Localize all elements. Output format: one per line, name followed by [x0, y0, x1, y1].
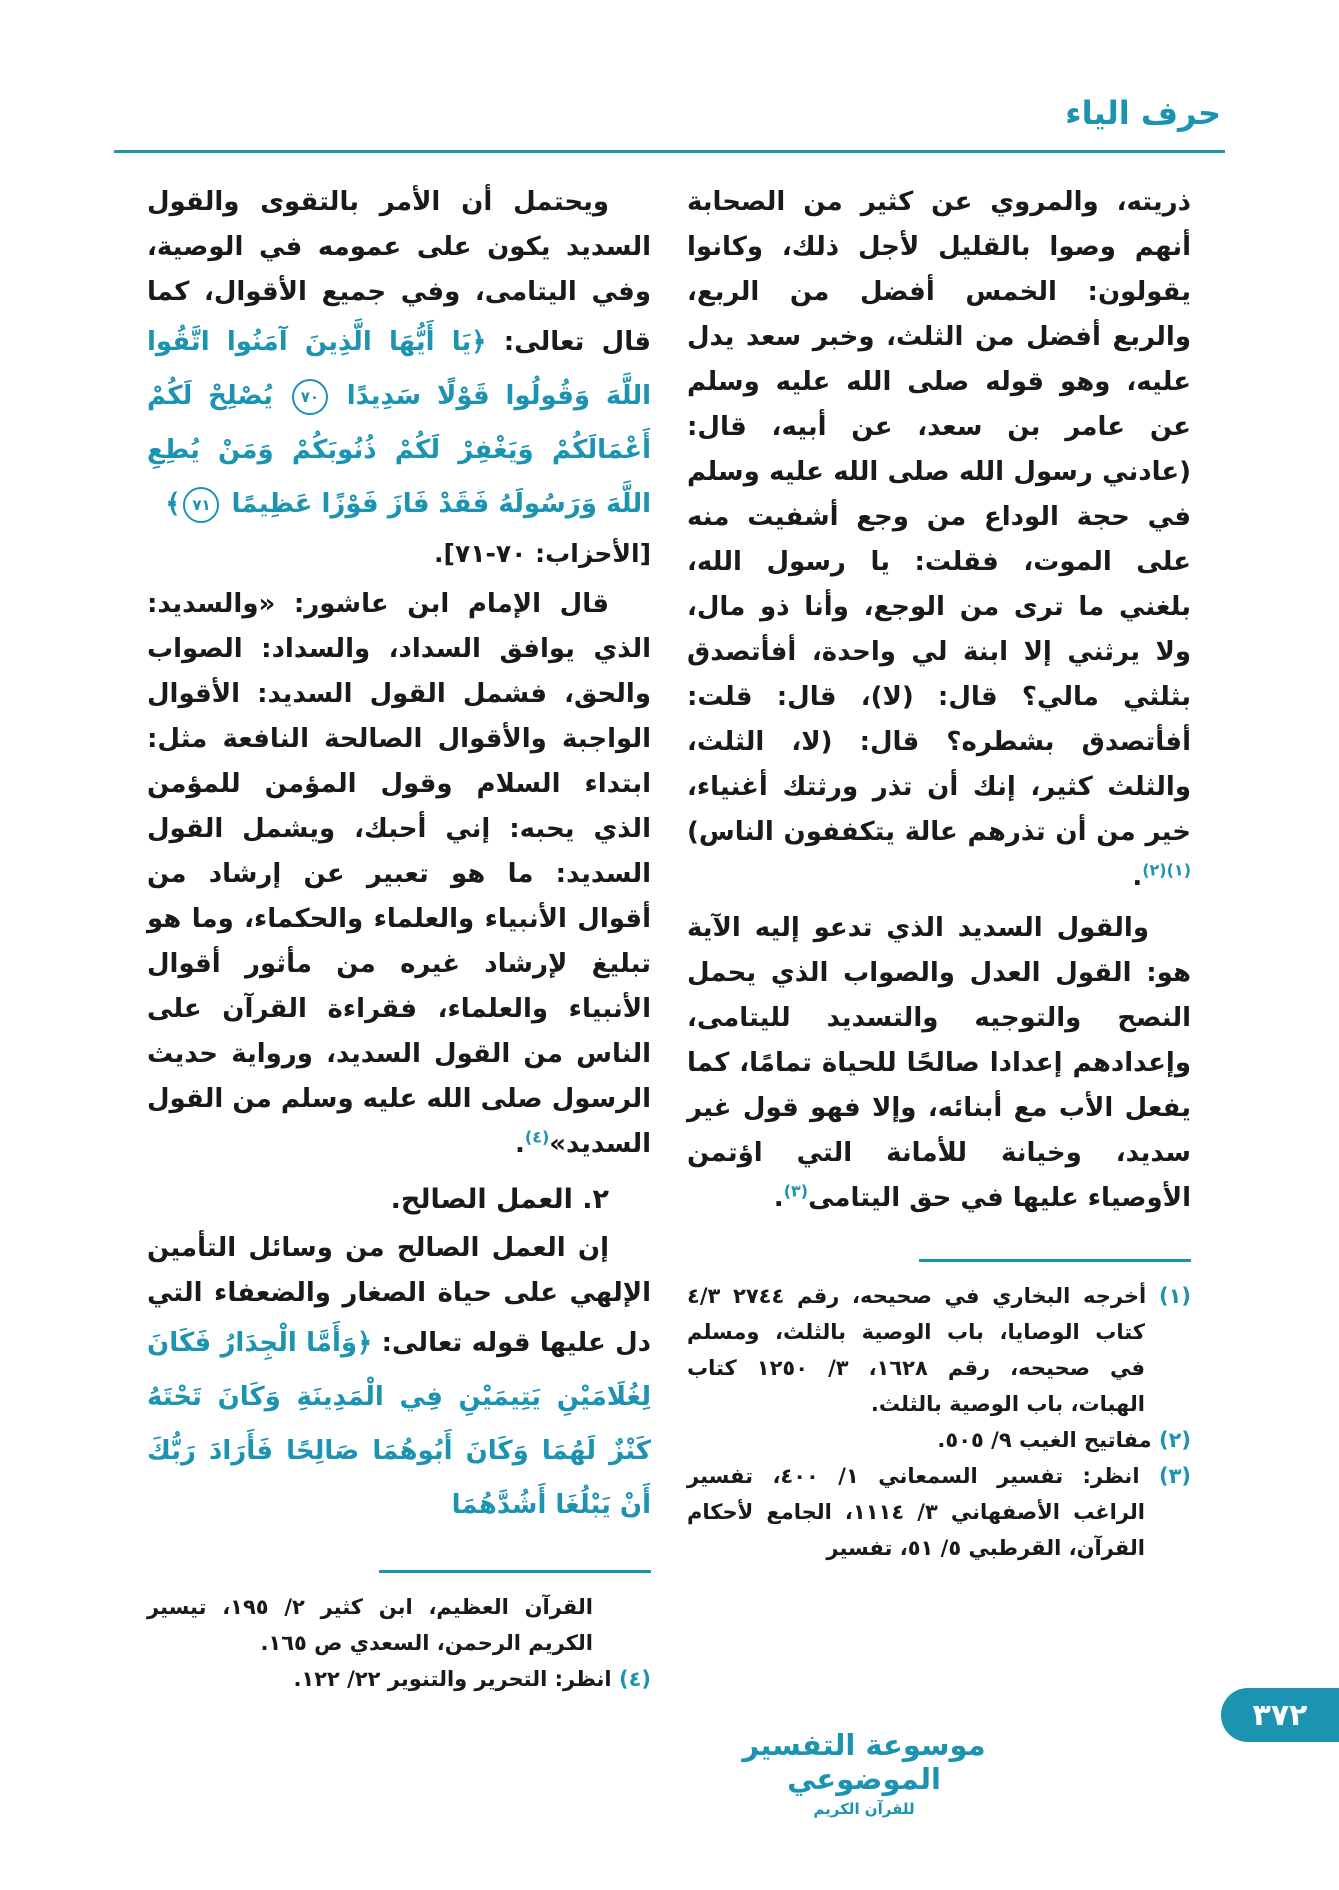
- period: .: [773, 1183, 784, 1213]
- footnote-text: انظر: التحرير والتنوير ٢٢/ ١٢٢.: [293, 1667, 612, 1691]
- paragraph-hadith: [687, 180, 1191, 900]
- paragraph-amal-salih: [147, 1226, 651, 1532]
- logo-subtitle: للقرآن الكريم: [813, 1800, 915, 1818]
- header-divider: [114, 150, 1225, 153]
- ayah-number-71: ٧١: [183, 487, 219, 523]
- footnote-divider-left: [379, 1570, 651, 1573]
- publisher-logo: [734, 1728, 994, 1818]
- footnote-number: (٤): [618, 1667, 651, 1691]
- footnote-text: مفاتيح الغيب ٩/ ٥٠٥.: [937, 1428, 1152, 1452]
- quran-text: يَا أَيُّهَا الَّذِينَ آمَنُوا اتَّقُوا اللَّهَ وَقُولُوا قَوْلًا سَدِيدًا: [147, 327, 651, 411]
- section-heading-amal-salih: ٢. العمل الصالح.: [390, 1184, 609, 1215]
- footnote-1: [687, 1278, 1191, 1422]
- footnote-ref-4: (٤): [524, 1127, 550, 1147]
- footnote-ref-3: (٣): [783, 1181, 809, 1201]
- paragraph-ibn-ashur: [147, 582, 651, 1167]
- body-text: والقول السديد الذي تدعو إليه الآية هو: القول العدل والصواب الذي يحمل النصح والتوجيه والتسديد لليتامى، وإعدادهم إعدادا صالحًا للحياة تمامًا، كما يفعل الأب مع أبنائه، وإلا فهو قول غير سديد، وخيانة للأمانة التي اؤتمن الأوصياء عليها في حق اليتامى: [687, 913, 1191, 1213]
- footnote-number: (١): [1158, 1284, 1191, 1308]
- ornate-bracket-open: ﴿: [357, 1328, 373, 1358]
- footnotes-right: [687, 1278, 1191, 1566]
- footnote-text: القرآن العظيم، ابن كثير ٢/ ١٩٥، تيسير الكريم الرحمن، السعدي ص ١٦٥.: [147, 1595, 593, 1655]
- footnote-text: انظر: تفسير السمعاني ١/ ٤٠٠، تفسير الراغب الأصفهاني ٣/ ١١١٤، الجامع لأحكام القرآن، القرطبي ٥/ ٥١، تفسير: [687, 1464, 1145, 1560]
- body-text: إن العمل الصالح من وسائل التأمين الإلهي على حياة الصغار والضعفاء التي دل عليها قوله تعالى:: [147, 1233, 651, 1358]
- quran-text: وَأَمَّا الْجِدَارُ فَكَانَ لِغُلَامَيْنِ يَتِيمَيْنِ فِي الْمَدِينَةِ وَكَانَ تَحْتَهُ كَنْزٌ لَهُمَا وَكَانَ أَبُوهُمَا صَالِحًا فَأَرَادَ رَبُّكَ أَنْ يَبْلُغَا أَشُدَّهُمَا: [147, 1328, 651, 1520]
- footnote-number: (٣): [1158, 1464, 1192, 1488]
- surah-reference: [الأحزاب: ٧٠-٧١].: [434, 539, 651, 568]
- chapter-title: حرف الياء: [1065, 94, 1221, 132]
- footnote-continuation: [147, 1589, 651, 1661]
- footnote-2: [687, 1422, 1191, 1458]
- logo-title: موسوعة التفسير الموضوعي: [742, 1728, 986, 1796]
- paragraph-qawl-sadid: [687, 906, 1191, 1221]
- footnote-text: أخرجه البخاري في صحيحه، رقم ٢٧٤٤ ٤/٣ كتاب الوصايا، باب الوصية بالثلث، ومسلم في صحيحه، رقم ١٦٢٨، ٣/ ١٢٥٠ كتاب الهبات، باب الوصية بالثلث.: [687, 1284, 1147, 1416]
- footnote-4: [147, 1661, 651, 1697]
- ornate-bracket-close: ﴾: [165, 489, 181, 519]
- footnote-ref-2: (٢): [1142, 860, 1167, 880]
- paragraph-intro-taqwa: [147, 180, 651, 576]
- body-text: ذريته، والمروي عن كثير من الصحابة أنهم وصوا بالقليل لأجل ذلك، وكانوا يقولون: الخمس أفضل من الربع، والربع أفضل من الثلث، وخبر سعد يدل عليه، وهو قوله صلى الله عليه وسلم عن عامر بن سعد، عن أبيه، قال: (عادني رسول الله صلى الله عليه وسلم في حجة الوداع من وجع أشفيت منه على الموت، فقلت: يا رسول الله، بلغني ما ترى من الوجع، وأنا ذو مال، ولا يرثني إلا ابنة لي واحدة، أفأتصدق بثلثي مالي؟ قال: (لا)، قال: قلت: أفأتصدق بشطره؟ قال: (لا، الثلث، والثلث كثير، إنك أن تذر ورثتك أغنياء، خير من أن تذرهم عالة يتكففون الناس): [687, 187, 1191, 847]
- footnote-divider-right: [919, 1259, 1191, 1262]
- body-text: ويحتمل أن الأمر بالتقوى والقول السديد يكون على عمومه في الوصية، وفي اليتامى، وفي جميع الأقوال، كما قال تعالى:: [147, 187, 651, 357]
- column-left: [147, 180, 651, 1697]
- page-number: ٣٧٢: [1252, 1697, 1308, 1733]
- period: .: [1132, 862, 1143, 892]
- footnote-ref-1: (١): [1166, 860, 1191, 880]
- text-columns: [147, 180, 1191, 1697]
- quran-text: يُصْلِحْ لَكُمْ أَعْمَالَكُمْ وَيَغْفِرْ لَكُمْ ذُنُوبَكُمْ وَمَنْ يُطِعِ اللَّهَ وَرَسُولَهُ فَقَدْ فَازَ فَوْزًا عَظِيمًا: [147, 381, 651, 519]
- body-text: قال الإمام ابن عاشور: «والسديد: الذي يوافق السداد، والسداد: الصواب والحق، فشمل القول السديد: الأقوال الواجبة والأقوال الصالحة النافعة مثل: ابتداء السلام وقول المؤمن للمؤمن الذي يحبه: إني أحبك، ويشمل القول السديد: ما هو تعبير عن إرشاد من أقوال الأنبياء والعلماء والحكماء، وما هو تبليغ لإرشاد غيره من مأثور أقوال الأنبياء والعلماء، فقراءة القرآن على الناس من القول السديد، ورواية حديث الرسول صلى الله عليه وسلم من القول السديد»: [147, 589, 651, 1159]
- footnotes-left: [147, 1589, 651, 1697]
- period: .: [514, 1129, 525, 1159]
- page-number-badge: [1221, 1688, 1339, 1742]
- ornate-bracket-open: ﴿: [471, 327, 487, 357]
- footnote-3: [687, 1458, 1191, 1566]
- column-right: [687, 180, 1191, 1566]
- ayah-number-70: ٧٠: [292, 379, 328, 415]
- footnote-number: (٢): [1158, 1428, 1191, 1452]
